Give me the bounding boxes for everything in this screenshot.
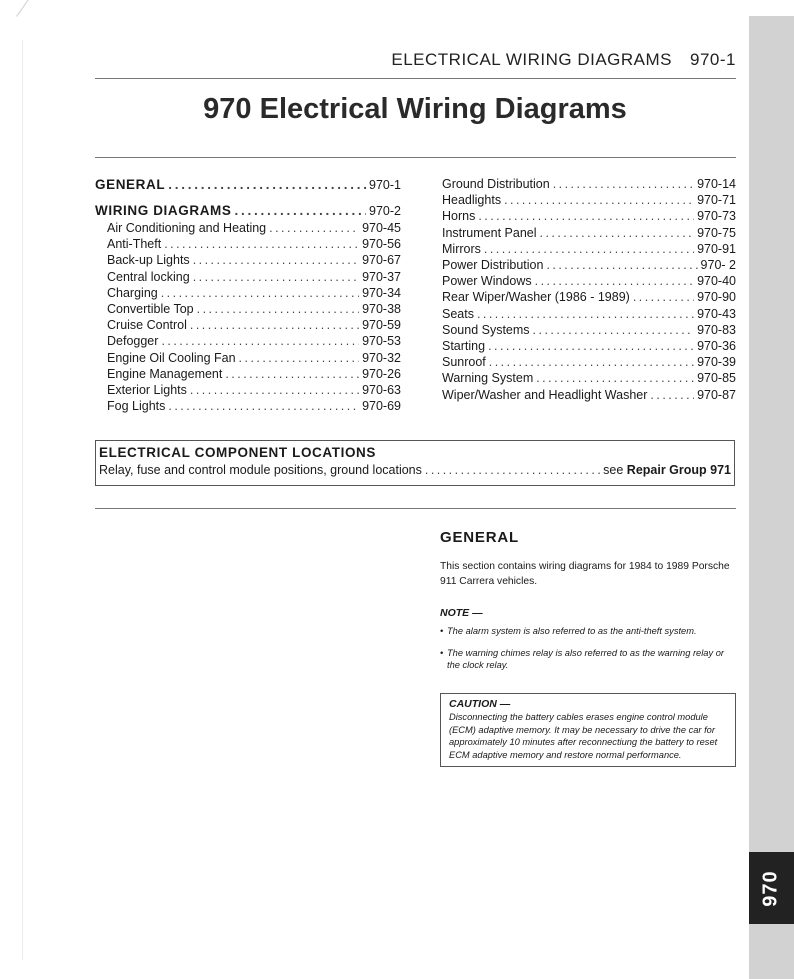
toc-entry[interactable] bbox=[95, 350, 401, 366]
toc-entry[interactable] bbox=[442, 176, 736, 192]
toc-entry-page: 970-69 bbox=[362, 399, 401, 414]
toc-entry[interactable] bbox=[442, 273, 736, 289]
toc-entry-page: 970-1 bbox=[369, 178, 401, 192]
toc-entry-page: 970-37 bbox=[362, 269, 401, 284]
toc-entry-label: Power Windows bbox=[442, 274, 532, 289]
toc-entry-page: 970-14 bbox=[697, 177, 736, 191]
toc-leader-dots bbox=[193, 252, 359, 268]
toc-entry-page: 970-85 bbox=[697, 371, 736, 386]
toc-entry[interactable] bbox=[95, 285, 401, 301]
toc-entry[interactable] bbox=[442, 289, 736, 305]
toc-entry-page: 970-59 bbox=[362, 318, 401, 333]
toc-entry-label: Cruise Control bbox=[107, 318, 187, 333]
note-item-text: The warning chimes relay is also referred to as the warning relay or the clock relay. bbox=[447, 647, 724, 670]
toc-entry-label: Charging bbox=[107, 285, 158, 300]
component-locations-text: Relay, fuse and control module positions, ground locations bbox=[99, 463, 422, 477]
component-locations-reference bbox=[603, 462, 731, 478]
toc-entry-page: 970-36 bbox=[697, 339, 736, 354]
toc-entry-label: Engine Oil Cooling Fan bbox=[107, 350, 236, 365]
toc-entry[interactable] bbox=[442, 257, 736, 273]
toc-leader-dots bbox=[190, 382, 359, 398]
toc-entry-page: 970-91 bbox=[697, 241, 736, 256]
toc-entry-label: Starting bbox=[442, 339, 486, 354]
toc-leader-dots bbox=[553, 176, 694, 192]
toc-leader-dots bbox=[161, 333, 359, 349]
repair-group-reference[interactable]: Repair Group 971 bbox=[626, 463, 731, 477]
component-locations-title: ELECTRICAL COMPONENT LOCATIONS bbox=[99, 445, 376, 460]
section-tab-label: 970 bbox=[760, 869, 782, 907]
toc-entry[interactable] bbox=[95, 382, 401, 398]
toc-leader-dots bbox=[488, 338, 694, 354]
toc-leader-dots bbox=[425, 462, 600, 478]
toc-leader-dots bbox=[504, 192, 694, 208]
toc-entry-page: 970-75 bbox=[697, 225, 736, 240]
toc-entry-page: 970-53 bbox=[362, 334, 401, 349]
toc-leader-dots bbox=[489, 354, 694, 370]
toc-entry-label: Power Distribution bbox=[442, 258, 544, 273]
toc-entry[interactable] bbox=[95, 220, 401, 236]
toc-entry[interactable] bbox=[442, 338, 736, 354]
toc-leader-dots bbox=[193, 269, 359, 285]
toc-entry-page: 970-67 bbox=[362, 253, 401, 268]
toc-leader-dots bbox=[650, 387, 694, 403]
toc-leader-dots bbox=[633, 289, 694, 305]
toc-entry[interactable] bbox=[442, 322, 736, 338]
caution-box bbox=[440, 693, 736, 767]
section-thumb-tab bbox=[749, 852, 794, 924]
toc-entry-page: 970-34 bbox=[362, 285, 401, 300]
toc-entry-label: Back-up Lights bbox=[107, 253, 190, 268]
toc-leader-dots bbox=[190, 317, 359, 333]
toc-entry[interactable] bbox=[95, 301, 401, 317]
toc-leader-dots bbox=[197, 301, 359, 317]
toc-entry-label: GENERAL bbox=[95, 177, 166, 192]
toc-leader-dots bbox=[477, 306, 694, 322]
toc-entry-page: 970-45 bbox=[362, 221, 401, 235]
corner-fold-mark bbox=[16, 0, 45, 28]
toc-entry[interactable] bbox=[95, 333, 401, 349]
toc-entry[interactable] bbox=[442, 225, 736, 241]
toc-entry[interactable] bbox=[95, 398, 401, 414]
note-list bbox=[440, 625, 736, 681]
running-head-title: ELECTRICAL WIRING DIAGRAMS bbox=[391, 50, 673, 69]
toc-entry-page: 970-40 bbox=[697, 274, 736, 289]
note-item-text: The alarm system is also referred to as the anti-theft system. bbox=[447, 626, 697, 636]
toc-entry-label: Wiper/Washer and Headlight Washer bbox=[442, 387, 648, 402]
title-rule bbox=[95, 157, 736, 158]
toc-entry-page: 970-83 bbox=[697, 322, 736, 337]
toc-entry-page: 970-73 bbox=[697, 209, 736, 224]
running-head-page-number: 970-1 bbox=[690, 50, 736, 69]
toc-leader-dots bbox=[533, 322, 695, 338]
toc-leader-dots bbox=[168, 176, 366, 194]
section-rule bbox=[95, 508, 736, 509]
toc-entry[interactable] bbox=[442, 370, 736, 386]
toc-entry-label: Sound Systems bbox=[442, 322, 530, 337]
toc-entry-page: 970-2 bbox=[369, 204, 401, 218]
toc-entry-label: Mirrors bbox=[442, 241, 481, 256]
header-rule bbox=[95, 78, 736, 79]
toc-leader-dots bbox=[168, 398, 359, 414]
toc-entry-label: WIRING DIAGRAMS bbox=[95, 203, 232, 218]
toc-entry-page: 970-32 bbox=[362, 350, 401, 365]
toc-entry-label: Horns bbox=[442, 209, 476, 224]
note-item: • The warning chimes relay is also referred to as the warning relay or the clock relay. bbox=[440, 647, 724, 670]
left-page-edge bbox=[22, 40, 23, 960]
toc-leader-dots bbox=[164, 236, 359, 252]
page-title: 970 Electrical Wiring Diagrams bbox=[203, 93, 627, 125]
toc-entry[interactable] bbox=[95, 236, 401, 252]
caution-text: Disconnecting the battery cables erases engine control module (ECM) adaptive memory. It may be necessary to drive the car for approximately 10 minutes after reconnectiung the battery to reset ECM adaptive memory and restore normal performance. bbox=[449, 712, 718, 760]
toc-leader-dots bbox=[536, 370, 694, 386]
toc-leader-dots bbox=[239, 350, 360, 366]
toc-leader-dots bbox=[235, 202, 367, 220]
toc-entry-page: 970-38 bbox=[362, 302, 401, 317]
toc-entry-label: Warning System bbox=[442, 371, 534, 386]
toc-entry-label: Rear Wiper/Washer (1986 - 1989) bbox=[442, 290, 630, 305]
see-prefix: see bbox=[603, 463, 624, 477]
toc-entry-page: 970- 2 bbox=[700, 258, 736, 273]
toc-entry-page: 970-71 bbox=[697, 193, 736, 208]
toc-leader-dots bbox=[546, 257, 697, 273]
note-item: • The alarm system is also referred to as the anti-theft system. bbox=[440, 626, 697, 636]
caution-heading: CAUTION — bbox=[449, 698, 511, 710]
toc-entry-label: Instrument Panel bbox=[442, 225, 537, 240]
toc-entry[interactable] bbox=[95, 252, 401, 268]
toc-left-column bbox=[95, 176, 401, 414]
toc-entry-page: 970-56 bbox=[362, 237, 401, 252]
toc-entry-label: Engine Management bbox=[107, 366, 223, 381]
toc-entry[interactable] bbox=[95, 317, 401, 333]
toc-entry[interactable] bbox=[442, 306, 736, 322]
component-locations-entry[interactable] bbox=[99, 462, 731, 478]
toc-entry-label: Anti-Theft bbox=[107, 237, 162, 252]
toc-entry-label: Sunroof bbox=[442, 355, 486, 370]
toc-leader-dots bbox=[484, 241, 694, 257]
general-section-text: This section contains wiring diagrams for 1984 to 1989 Porsche 911 Carrera vehicles. bbox=[440, 561, 730, 587]
toc-entry[interactable] bbox=[95, 366, 401, 382]
toc-entry-label: Headlights bbox=[442, 193, 502, 208]
toc-entry-page: 970-90 bbox=[697, 290, 736, 305]
toc-entry-page: 970-43 bbox=[697, 306, 736, 321]
toc-entry-page: 970-87 bbox=[697, 387, 736, 402]
toc-entry[interactable] bbox=[95, 269, 401, 285]
toc-entry[interactable] bbox=[442, 208, 736, 224]
toc-entry-label: Ground Distribution bbox=[442, 177, 550, 191]
toc-entry-label: Central locking bbox=[107, 269, 190, 284]
note-heading: NOTE — bbox=[440, 607, 483, 619]
toc-entry[interactable] bbox=[442, 241, 736, 257]
toc-entry[interactable] bbox=[442, 354, 736, 370]
toc-entry-page: 970-39 bbox=[697, 355, 736, 370]
toc-entry-label: Defogger bbox=[107, 334, 159, 349]
toc-entry[interactable] bbox=[442, 387, 736, 403]
toc-entry-label: Fog Lights bbox=[107, 399, 166, 414]
toc-entry[interactable] bbox=[442, 192, 736, 208]
toc-leader-dots bbox=[478, 208, 694, 224]
toc-entry-page: 970-26 bbox=[362, 366, 401, 381]
toc-entry-label: Air Conditioning and Heating bbox=[107, 221, 267, 235]
toc-right-column bbox=[442, 176, 736, 403]
toc-leader-dots bbox=[540, 225, 695, 241]
running-head bbox=[391, 50, 736, 70]
toc-entry-label: Convertible Top bbox=[107, 302, 194, 317]
toc-entry-page: 970-63 bbox=[362, 383, 401, 398]
toc-entry-wiring-diagrams[interactable] bbox=[95, 202, 401, 220]
toc-entry-label: Exterior Lights bbox=[107, 383, 187, 398]
toc-leader-dots bbox=[269, 220, 359, 236]
toc-leader-dots bbox=[535, 273, 694, 289]
toc-entry-label: Seats bbox=[442, 306, 474, 321]
page-edge-tab bbox=[749, 16, 794, 979]
component-locations-box bbox=[95, 440, 735, 486]
toc-entry-general[interactable] bbox=[95, 176, 401, 194]
toc-leader-dots bbox=[225, 366, 359, 382]
general-section-heading: GENERAL bbox=[440, 529, 519, 546]
toc-leader-dots bbox=[161, 285, 359, 301]
